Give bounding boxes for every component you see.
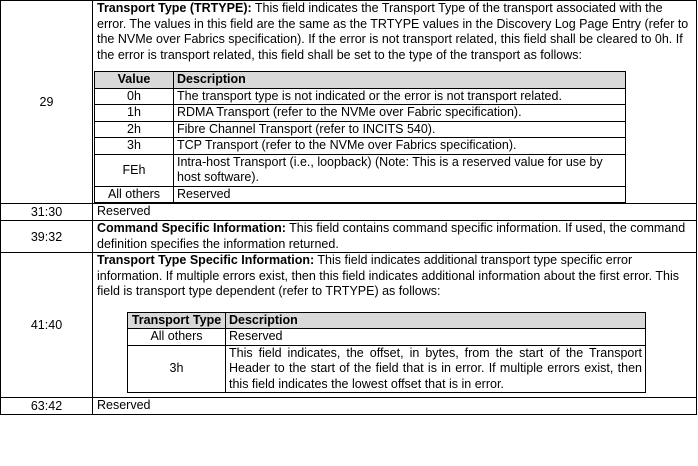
table-row bbox=[1, 220, 697, 252]
field-text: This field indicates additional transport type specific error information. If multiple errors exist, then this field indicates additional information about the first error. This field is transport type dependent (refer to TRTYPE) as follows: bbox=[97, 253, 679, 299]
value-cell: 1h bbox=[95, 105, 174, 122]
field-label: Transport Type (TRTYPE): bbox=[97, 1, 252, 15]
column-header-description: Description bbox=[226, 312, 646, 329]
table-row bbox=[95, 105, 626, 122]
table-row bbox=[1, 204, 697, 221]
table-header-row bbox=[95, 72, 626, 89]
table-row bbox=[95, 138, 626, 155]
field-text: Reserved bbox=[97, 398, 151, 413]
bytes-cell: 29 bbox=[1, 1, 93, 204]
description-cell bbox=[93, 1, 697, 204]
field-text: Reserved bbox=[97, 204, 151, 219]
description-cell: The transport type is not indicated or the error is not transport related. bbox=[174, 88, 626, 105]
trtype-values-table bbox=[94, 71, 626, 203]
description-cell: TCP Transport (refer to the NVMe over Fabrics specification). bbox=[174, 138, 626, 155]
table-row bbox=[1, 1, 697, 204]
description-cell: Reserved bbox=[174, 186, 626, 203]
field-label: Transport Type Specific Information: bbox=[97, 253, 315, 268]
value-cell: All others bbox=[95, 186, 174, 203]
table-row bbox=[95, 154, 626, 186]
bytes-cell: 39:32 bbox=[1, 220, 93, 252]
value-cell: All others bbox=[128, 329, 226, 346]
field-text: This field indicates the Transport Type of the transport associated with the error. The values in this field are the same as the TRTYPE values in the Discovery Log Page Entry (refer to the NVMe over Fabrics specification). If the error is not transport related, this field shall be cleared to 0h. If the error is transport related, this field shall be set to the type of the transport as follows: bbox=[97, 1, 689, 62]
value-cell: 3h bbox=[95, 138, 174, 155]
table-row bbox=[1, 398, 697, 415]
table-row bbox=[128, 329, 646, 346]
table-row bbox=[128, 345, 646, 393]
column-header-value: Value bbox=[95, 72, 174, 89]
table-row bbox=[1, 253, 697, 398]
table-row bbox=[95, 121, 626, 138]
bytes-cell: 63:42 bbox=[1, 398, 93, 415]
table-row bbox=[95, 88, 626, 105]
description-cell: Fibre Channel Transport (refer to INCITS 540). bbox=[174, 121, 626, 138]
value-cell: 0h bbox=[95, 88, 174, 105]
field-description bbox=[93, 253, 696, 300]
field-description bbox=[93, 221, 696, 252]
field-label: Command Specific Information: bbox=[97, 220, 286, 235]
bytes-cell: 41:40 bbox=[1, 253, 93, 398]
column-header-transport-type: Transport Type bbox=[128, 312, 226, 329]
description-cell: RDMA Transport (refer to the NVMe over Fabric specification). bbox=[174, 105, 626, 122]
bytes-cell: 31:30 bbox=[1, 204, 93, 221]
description-cell: Reserved bbox=[226, 329, 646, 346]
value-cell: FEh bbox=[95, 154, 174, 186]
description-cell: This field indicates, the offset, in bytes, from the start of the Transport Header to the start of the field that is in error. If multiple errors exist, then this field indicates the lowest offset that is in error. bbox=[226, 345, 646, 393]
value-cell: 3h bbox=[128, 345, 226, 393]
field-description bbox=[93, 1, 696, 63]
description-cell bbox=[93, 220, 697, 252]
transport-specific-table bbox=[127, 312, 646, 394]
description-cell bbox=[93, 398, 697, 415]
table-header-row bbox=[128, 312, 646, 329]
field-text: This field contains command specific information. If used, the command definition specifies the information returned. bbox=[97, 220, 686, 251]
value-cell: 2h bbox=[95, 121, 174, 138]
column-header-description: Description bbox=[174, 72, 626, 89]
description-cell bbox=[93, 253, 697, 398]
description-cell: Intra-host Transport (i.e., loopback) (Note: This is a reserved value for use by host software). bbox=[174, 154, 626, 186]
table-row bbox=[95, 186, 626, 203]
description-cell bbox=[93, 204, 697, 221]
